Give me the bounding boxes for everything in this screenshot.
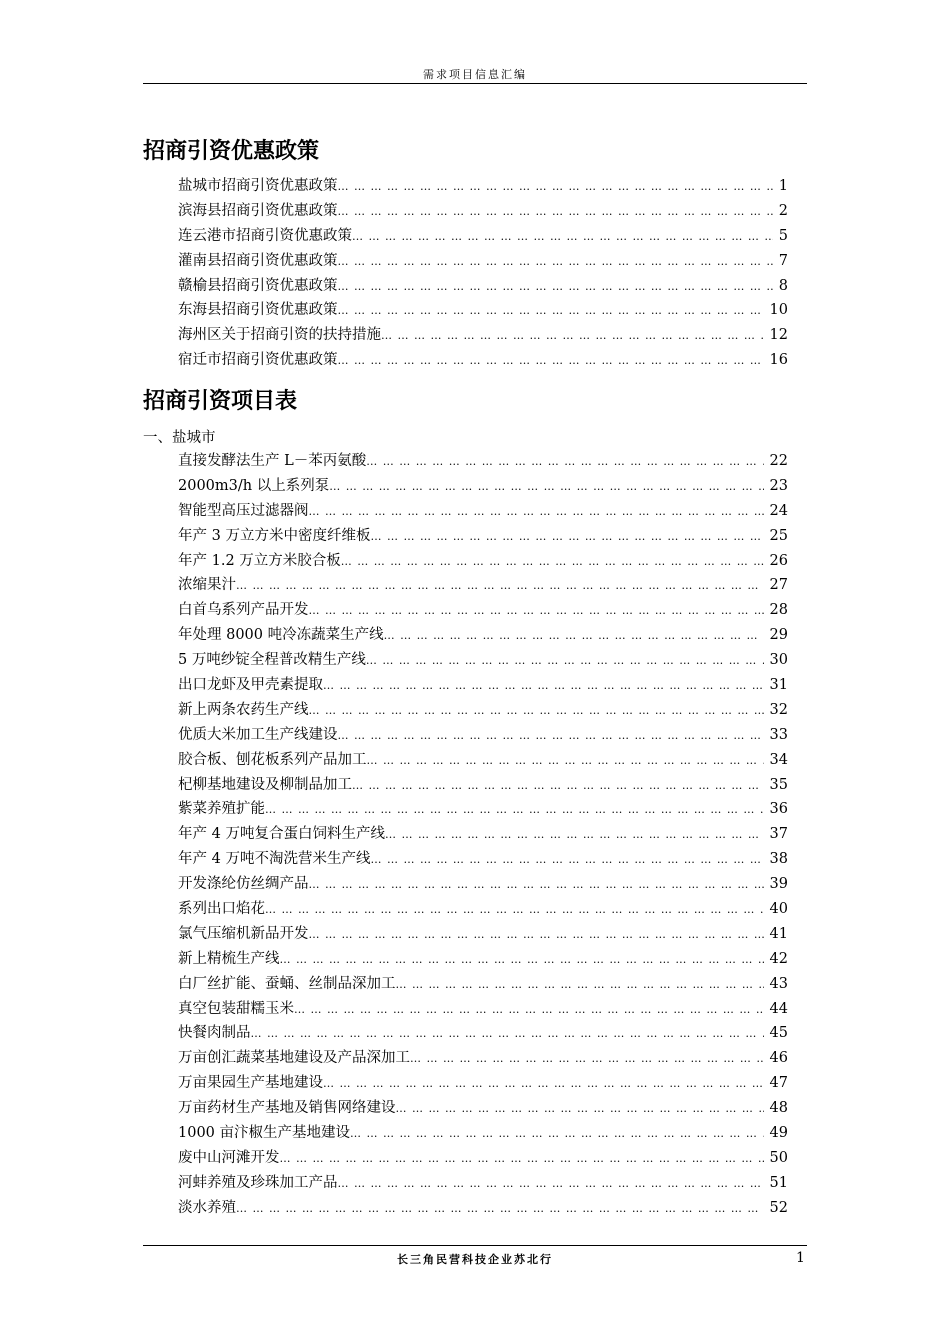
toc-entry-page: 26 [769, 552, 788, 569]
toc-entry-title: 年产 3 万立方米中密度纤维板 [178, 527, 371, 544]
toc-entry-title: 胶合板、刨花板系列产品加工 [178, 751, 367, 768]
toc-entry-page: 7 [778, 252, 788, 269]
dot-leader [294, 1003, 764, 1016]
toc-entry[interactable] [178, 348, 788, 373]
toc-entry[interactable] [178, 1121, 788, 1146]
toc-entry-page: 2 [778, 202, 788, 219]
toc-entry[interactable] [178, 1071, 788, 1096]
toc-entry-page: 49 [769, 1125, 788, 1142]
toc-entry[interactable] [178, 1046, 788, 1071]
toc-entry-page: 30 [769, 652, 788, 669]
toc-entry[interactable] [178, 773, 788, 798]
running-footer: 长三角民营科技企业苏北行 [397, 1253, 553, 1266]
subsection-heading: 一、盐城市 [143, 430, 216, 446]
toc-entry-page: 5 [778, 227, 788, 244]
toc-entry-title: 万亩创汇蔬菜基地建设及产品深加工 [178, 1050, 410, 1067]
toc-entry-title: 开发涤纶仿丝绸产品 [178, 876, 309, 893]
toc-entry-page: 27 [769, 577, 788, 594]
dot-leader [323, 1077, 764, 1090]
toc-entry[interactable] [178, 1171, 788, 1196]
toc-entry-title: 智能型高压过滤器阀 [178, 502, 309, 519]
toc-entry-title: 河蚌养殖及珍珠加工产品 [178, 1174, 338, 1191]
dot-leader [338, 304, 764, 317]
toc-entry-page: 43 [769, 975, 788, 992]
dot-leader [309, 604, 764, 617]
toc-entry[interactable] [178, 224, 788, 249]
toc-entry[interactable] [178, 723, 788, 748]
toc-entry[interactable] [178, 698, 788, 723]
dot-leader [323, 679, 764, 692]
toc-entry-title: 海州区关于招商引资的扶持措施 [178, 327, 381, 344]
toc-entry-page: 35 [769, 776, 788, 793]
toc-entry-page: 23 [769, 477, 788, 494]
toc-entry-page: 39 [769, 876, 788, 893]
dot-leader [309, 928, 764, 941]
toc-entry-title: 2000m3/h 以上系列泵 [178, 477, 330, 494]
toc-entry[interactable] [178, 947, 788, 972]
toc-entry-title: 年产 4 万吨复合蛋白饲料生产线 [178, 826, 385, 843]
toc-entry-title: 年处理 8000 吨冷冻蔬菜生产线 [178, 627, 384, 644]
toc-entry-title: 直接发酵法生产 L－苯丙氨酸 [178, 453, 367, 469]
toc-entry[interactable] [178, 623, 788, 648]
toc-entry[interactable] [178, 748, 788, 773]
header-rule [143, 83, 807, 84]
dot-leader [410, 1052, 764, 1065]
toc-entry-title: 东海县招商引资优惠政策 [178, 302, 338, 319]
toc-entry-title: 快餐肉制品 [178, 1025, 251, 1042]
dot-leader [338, 255, 773, 268]
toc-entry[interactable] [178, 797, 788, 822]
dot-leader [338, 729, 764, 742]
dot-leader [366, 455, 763, 468]
toc-entry[interactable] [178, 997, 788, 1022]
toc-entry[interactable] [178, 474, 788, 499]
toc-entry[interactable] [178, 524, 788, 549]
toc-entry-page: 31 [769, 677, 788, 694]
toc-entry-title: 氯气压缩机新品开发 [178, 925, 309, 942]
toc-entry[interactable] [178, 549, 788, 574]
toc-entry-title: 新上精梳生产线 [178, 950, 280, 967]
toc-entry[interactable] [178, 922, 788, 947]
dot-leader [338, 205, 773, 218]
toc-entry[interactable] [178, 323, 788, 348]
toc-entry[interactable] [178, 897, 788, 922]
toc-entry[interactable] [178, 298, 788, 323]
toc-entry-page: 16 [769, 352, 788, 369]
dot-leader [370, 530, 763, 543]
toc-entry-title: 赣榆县招商引资优惠政策 [178, 277, 338, 294]
toc-entry-title: 白首乌系列产品开发 [178, 602, 309, 619]
dot-leader [385, 828, 764, 841]
toc-entry-page: 44 [769, 1000, 788, 1017]
toc-entry-title: 年产 1.2 万立方米胶合板 [178, 552, 341, 569]
toc-entry-title: 新上两条农药生产线 [178, 701, 309, 718]
toc-entry-page: 32 [769, 701, 788, 718]
toc-entry-page: 40 [769, 901, 788, 918]
toc-entry-title: 白厂丝扩能、蚕蛹、丝制品深加工 [178, 975, 396, 992]
toc-entry-page: 34 [769, 751, 788, 768]
dot-leader [352, 779, 764, 792]
toc-entry[interactable] [178, 822, 788, 847]
toc-entry-title: 优质大米加工生产线建设 [178, 726, 338, 743]
toc-entry[interactable] [178, 499, 788, 524]
policy-toc-list [178, 174, 788, 373]
toc-entry-title: 万亩药材生产基地及销售网络建设 [178, 1100, 396, 1117]
toc-entry-page: 38 [769, 851, 788, 868]
dot-leader [352, 230, 773, 243]
dot-leader [396, 1102, 764, 1115]
project-section-title: 招商引资项目表 [143, 389, 298, 414]
toc-entry[interactable] [178, 847, 788, 872]
toc-entry-page: 1 [778, 178, 788, 194]
toc-entry-page: 42 [769, 950, 788, 967]
dot-leader [309, 704, 764, 717]
dot-leader [236, 579, 764, 592]
toc-entry-title: 盐城市招商引资优惠政策 [178, 178, 338, 194]
dot-leader [309, 505, 764, 518]
toc-entry[interactable] [178, 972, 788, 997]
dot-leader [280, 1152, 764, 1165]
toc-entry[interactable] [178, 274, 788, 299]
toc-entry-title: 淡水养殖 [178, 1199, 236, 1216]
toc-entry[interactable] [178, 249, 788, 274]
toc-entry-title: 紫菜养殖扩能 [178, 801, 265, 818]
toc-entry-page: 36 [769, 801, 788, 818]
dot-leader [338, 280, 773, 293]
toc-entry-title: 废中山河滩开发 [178, 1149, 280, 1166]
toc-entry-title: 真空包装甜糯玉米 [178, 1000, 294, 1017]
dot-leader [341, 555, 764, 568]
toc-entry-page: 33 [769, 726, 788, 743]
toc-entry-page: 24 [769, 502, 788, 519]
policy-section-title: 招商引资优惠政策 [143, 139, 320, 164]
toc-entry[interactable] [178, 199, 788, 224]
toc-entry-title: 连云港市招商引资优惠政策 [178, 227, 352, 244]
toc-entry-page: 10 [769, 302, 788, 319]
toc-entry[interactable] [178, 1146, 788, 1171]
toc-entry[interactable] [178, 1096, 788, 1121]
toc-entry-title: 杞柳基地建设及柳制品加工 [178, 776, 352, 793]
dot-leader [370, 853, 763, 866]
toc-entry-title: 出口龙虾及甲壳素提取 [178, 677, 323, 694]
toc-entry-page: 12 [769, 327, 788, 344]
toc-entry-page: 48 [769, 1100, 788, 1117]
dot-leader [396, 978, 764, 991]
footer-rule [143, 1245, 807, 1246]
toc-entry-title: 万亩果园生产基地建设 [178, 1075, 323, 1092]
dot-leader [338, 180, 773, 193]
dot-leader [350, 1127, 764, 1140]
toc-entry[interactable] [178, 449, 788, 474]
dot-leader [367, 754, 764, 767]
toc-entry-title: 5 万吨纱锭全程普改精生产线 [178, 652, 366, 669]
toc-entry-title: 宿迁市招商引资优惠政策 [178, 352, 338, 369]
dot-leader [251, 1027, 764, 1040]
project-toc-list [178, 449, 788, 1221]
dot-leader [338, 354, 764, 367]
toc-entry-title: 浓缩果汁 [178, 577, 236, 594]
toc-entry-page: 22 [769, 453, 788, 469]
dot-leader [236, 1202, 764, 1215]
toc-entry-page: 46 [769, 1050, 788, 1067]
dot-leader [381, 329, 764, 342]
dot-leader [309, 878, 764, 891]
toc-entry-page: 52 [769, 1199, 788, 1216]
toc-entry[interactable] [178, 598, 788, 623]
toc-entry-page: 47 [769, 1075, 788, 1092]
dot-leader [366, 654, 764, 667]
toc-entry-page: 50 [769, 1149, 788, 1166]
toc-entry[interactable] [178, 1021, 788, 1046]
toc-entry-title: 1000 亩汴椒生产基地建设 [178, 1125, 351, 1142]
toc-entry[interactable] [178, 673, 788, 698]
toc-entry[interactable] [178, 1196, 788, 1221]
toc-entry-page: 8 [778, 277, 788, 294]
running-header: 需求项目信息汇编 [423, 68, 527, 81]
toc-entry-page: 51 [769, 1174, 788, 1191]
toc-entry-page: 37 [769, 826, 788, 843]
toc-entry[interactable] [178, 648, 788, 673]
toc-entry[interactable] [178, 573, 788, 598]
dot-leader [265, 803, 764, 816]
toc-entry-page: 45 [769, 1025, 788, 1042]
toc-entry-page: 25 [769, 527, 788, 544]
dot-leader [280, 953, 764, 966]
toc-entry-page: 29 [769, 627, 788, 644]
dot-leader [329, 480, 763, 493]
dot-leader [265, 903, 764, 916]
toc-entry-page: 41 [769, 925, 788, 942]
toc-entry-title: 灌南县招商引资优惠政策 [178, 252, 338, 269]
toc-entry-title: 系列出口焰花 [178, 901, 265, 918]
toc-entry-page: 28 [769, 602, 788, 619]
dot-leader [384, 629, 764, 642]
toc-entry-title: 滨海县招商引资优惠政策 [178, 202, 338, 219]
toc-entry[interactable] [178, 872, 788, 897]
page-number: 1 [796, 1250, 805, 1266]
toc-entry-title: 年产 4 万吨不淘洗营米生产线 [178, 851, 371, 868]
toc-entry[interactable] [178, 174, 788, 199]
dot-leader [338, 1177, 764, 1190]
